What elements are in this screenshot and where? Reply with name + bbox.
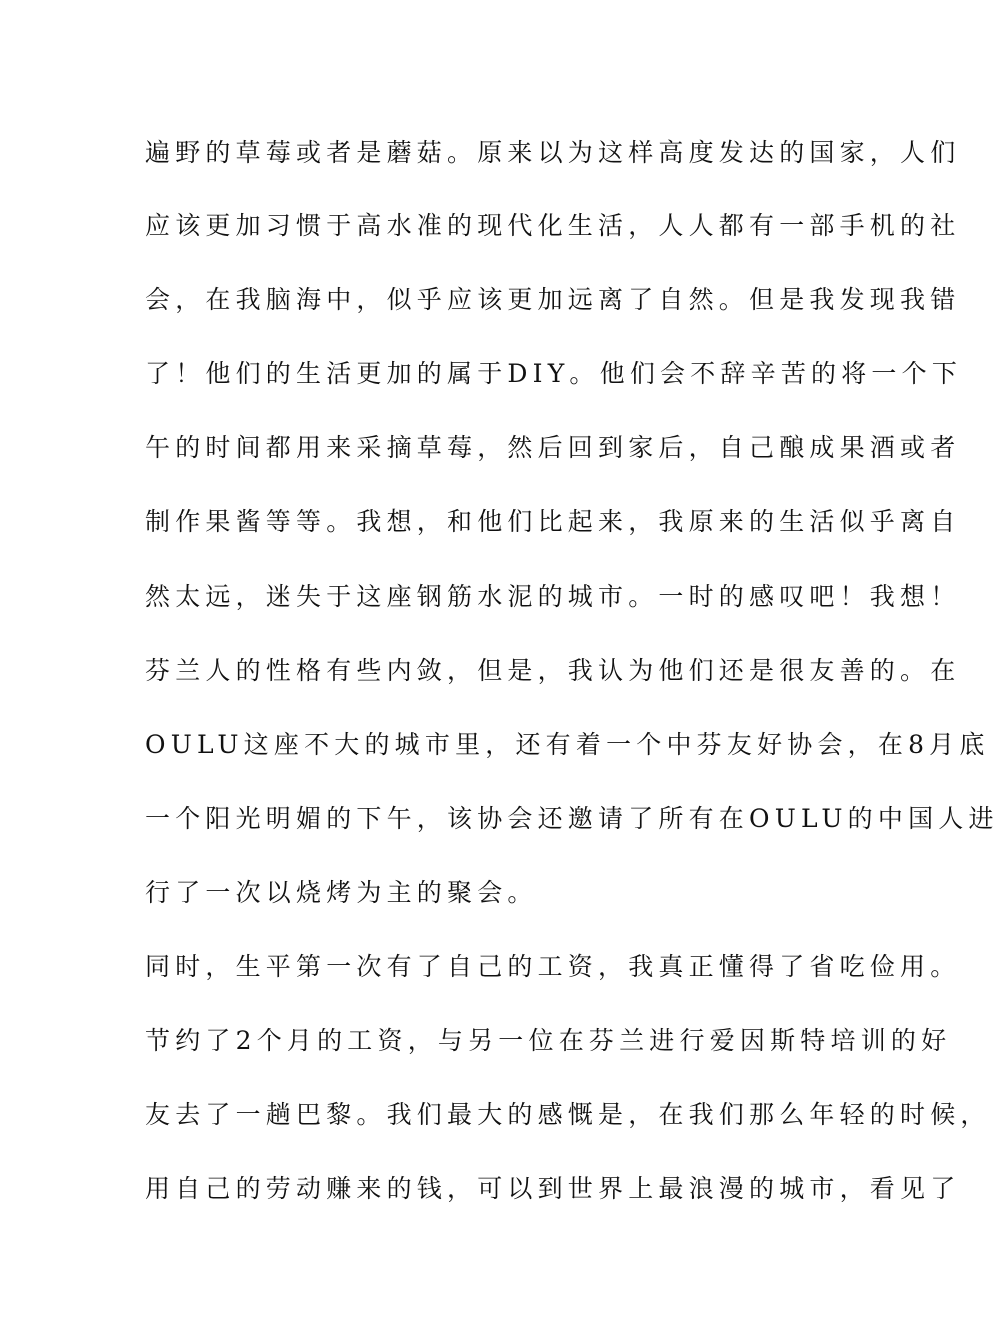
text-line-15: 用自己的劳动赚来的钱，可以到世界上最浪漫的城市，看见了: [145, 1174, 961, 1203]
text-line-3: 会，在我脑海中，似乎应该更加远离了自然。但是我发现我错: [145, 285, 961, 314]
text-line-5: 午的时间都用来采摘草莓，然后回到家后，自己酿成果酒或者: [145, 433, 961, 462]
text-line-12: 同时，生平第一次有了自己的工资，我真正懂得了省吃俭用。: [145, 952, 961, 981]
text-line-7: 然太远，迷失于这座钢筋水泥的城市。一时的感叹吧！我想！: [145, 582, 961, 611]
text-line-13: 节约了2个月的工资，与另一位在芬兰进行爱因斯特培训的好: [145, 1026, 952, 1055]
text-line-10: 一个阳光明媚的下午，该协会还邀请了所有在OULU的中国人进: [145, 804, 999, 833]
text-line-4: 了！他们的生活更加的属于DIY。他们会不辞辛苦的将一个下: [145, 359, 963, 388]
text-line-8: 芬兰人的性格有些内敛，但是，我认为他们还是很友善的。在: [145, 656, 961, 685]
text-line-14: 友去了一趟巴黎。我们最大的感慨是，在我们那么年轻的时候，: [145, 1100, 991, 1129]
text-line-9: OULU这座不大的城市里，还有着一个中芬友好协会，在8月底: [145, 730, 990, 759]
text-line-11: 行了一次以烧烤为主的聚会。: [145, 878, 538, 907]
text-line-2: 应该更加习惯于高水准的现代化生活，人人都有一部手机的社: [145, 211, 961, 240]
text-line-1: 遍野的草莓或者是蘑菇。原来以为这样高度发达的国家，人们: [145, 138, 961, 167]
text-line-6: 制作果酱等等。我想，和他们比起来，我原来的生活似乎离自: [145, 507, 961, 536]
